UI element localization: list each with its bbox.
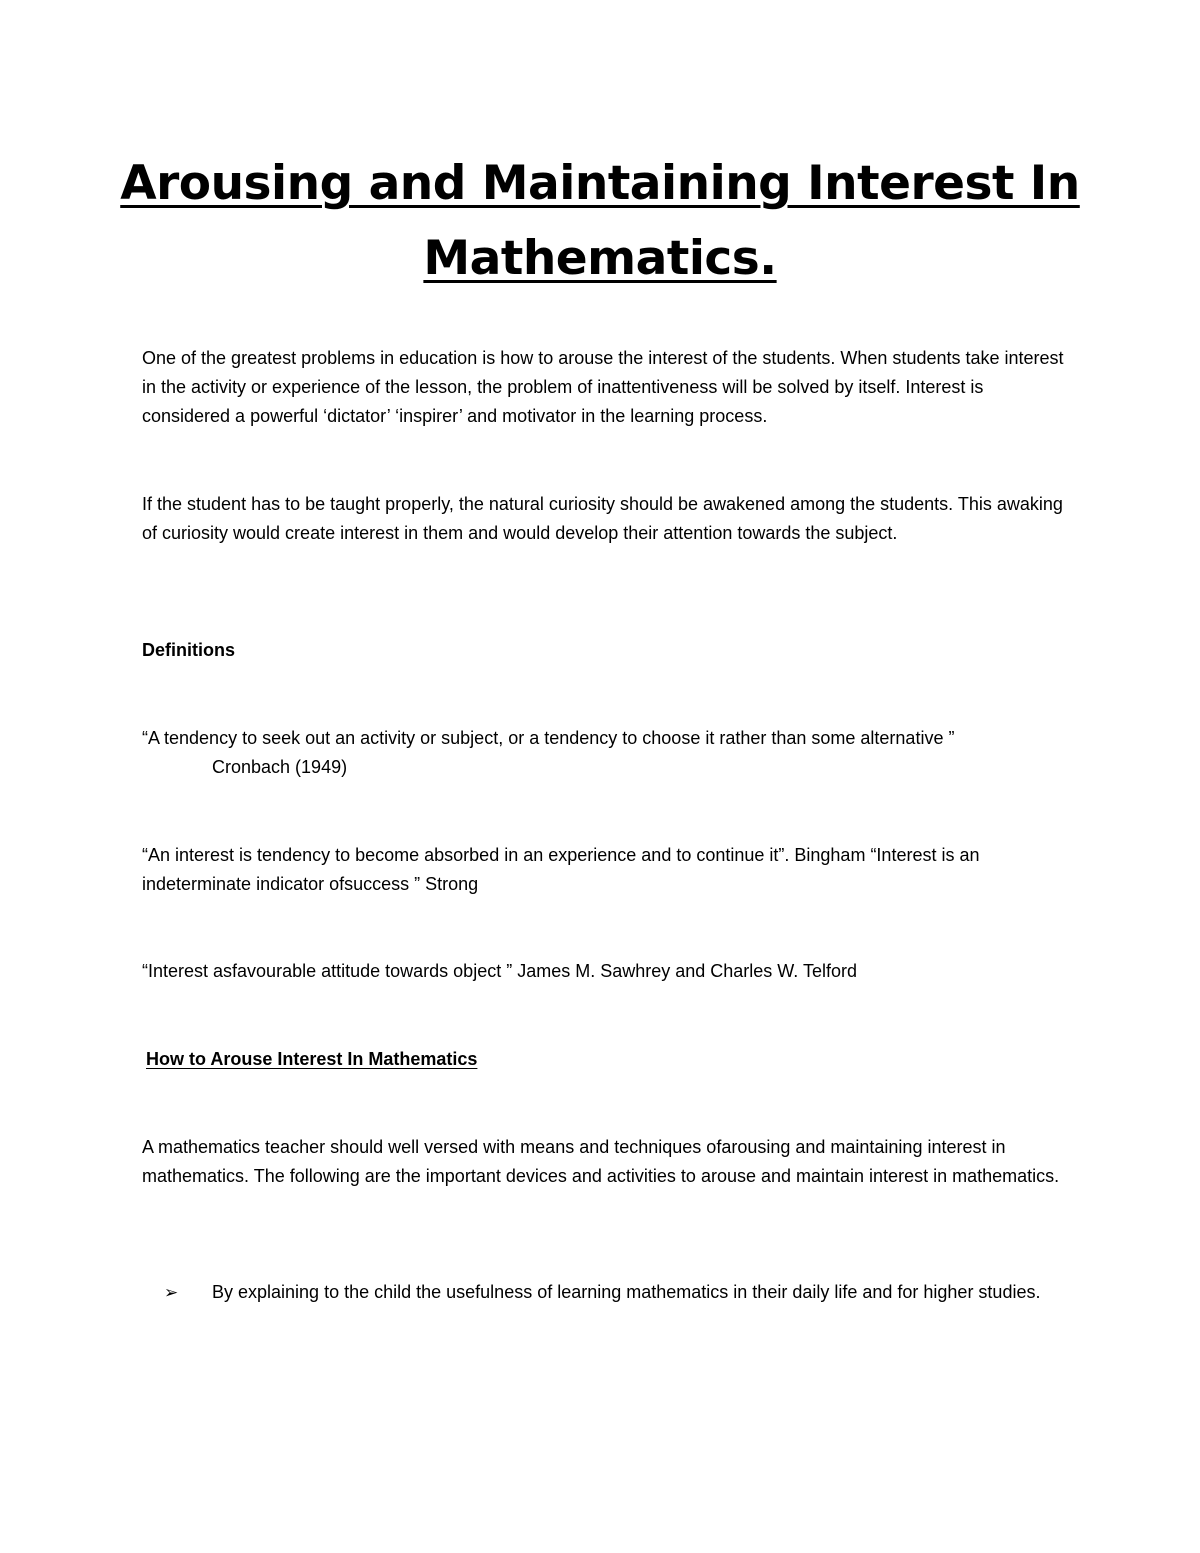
- title-line-1: Arousing and Maintaining Interest In: [120, 156, 1080, 211]
- definition-cronbach-author: Cronbach (1949): [212, 757, 348, 777]
- arrow-bullet-icon: ➢: [164, 1283, 179, 1302]
- teacher-paragraph: A mathematics teacher should well versed with means and techniques ofarousing and maintaining interest in mathematics. The following are the important devices and activities to arouse and maintain interest in mathematics.: [142, 1137, 1060, 1186]
- definition-cronbach: [142, 724, 1072, 782]
- bullet-text: By explaining to the child the usefulness of learning mathematics in their daily life and for higher studies.: [212, 1282, 1041, 1302]
- curiosity-paragraph: If the student has to be taught properly, the natural curiosity should be awakened among the students. This awaking of curiosity would create interest in them and would develop their attention towards the subject.: [142, 494, 1063, 543]
- intro-paragraph: One of the greatest problems in education is how to arouse the interest of the students. When students take interest in the activity or experience of the lesson, the problem of inattentiveness will be solved by itself. Interest is considered a powerful ‘dictator’ ‘inspirer’ and motivator in the learning process.: [142, 348, 1064, 426]
- definition-sawhrey-telford: “Interest asfavourable attitude towards object ” James M. Sawhrey and Charles W. Telford: [142, 961, 857, 981]
- definition-bingham-strong: “An interest is tendency to become absorbed in an experience and to continue it”. Bingham “Interest is an indeterminate indicator ofsuccess ” Strong: [142, 845, 980, 894]
- title-line-2: Mathematics.: [423, 231, 777, 286]
- how-to-arouse-heading: How to Arouse Interest In Mathematics: [146, 1049, 478, 1069]
- document-title: [100, 146, 1100, 296]
- definition-cronbach-quote: “A tendency to seek out an activity or subject, or a tendency to choose it rather than some alternative ”: [142, 728, 955, 748]
- definitions-heading: Definitions: [142, 640, 235, 660]
- bullet-list-item: [164, 1278, 1074, 1307]
